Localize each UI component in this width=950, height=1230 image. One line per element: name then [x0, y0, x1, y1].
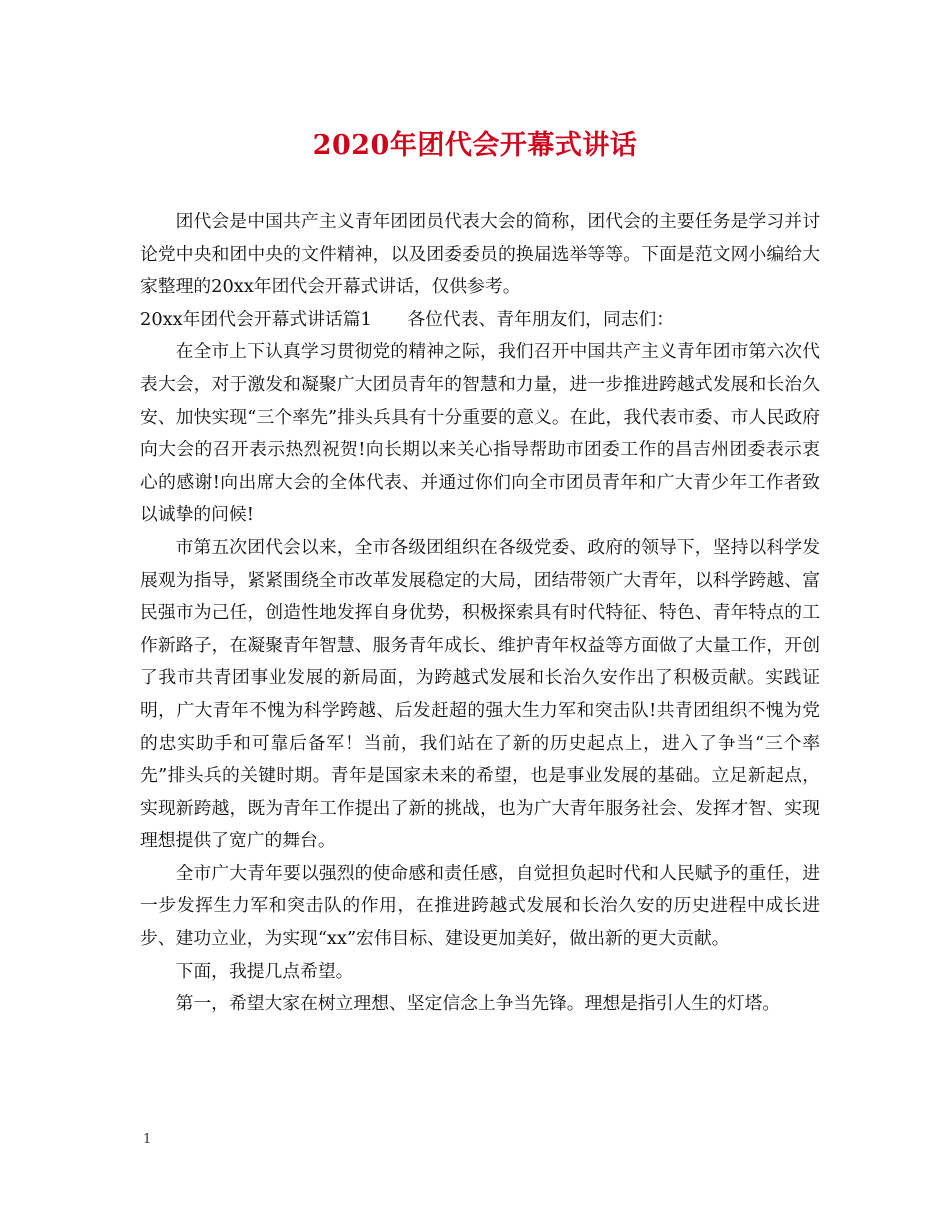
document-title: 2020年团代会开幕式讲话 [312, 130, 638, 161]
paragraph-call-to-action: 全市广大青年要以强烈的使命感和责任感，自觉担负起时代和人民赋予的重任，进一步发挥生力军和突击队的作用，在推进跨越式发展和长治久安的历史进程中成长进步、建功立业，为实现“xx”宏伟目标、建设更加美好，做出新的更大贡献。 [140, 862, 820, 950]
paragraph-intro: 团代会是中国共产主义青年团团员代表大会的简称，团代会的主要任务是学习并讨论党中央和团中央的文件精神，以及团委委员的换届选举等等。下面是范文网小编给大家整理的20xx年团代会开幕式讲话，仅供参考。 [140, 211, 820, 298]
page-number: 1 [143, 1132, 152, 1147]
paragraph-first-hope: 第一，希望大家在树立理想、坚定信念上争当先锋。理想是指引人生的灯塔。 [175, 993, 781, 1015]
paragraph-hopes-intro: 下面，我提几点希望。 [175, 960, 354, 982]
paragraph-section-heading: 20xx年团代会开幕式讲话篇1 各位代表、青年朋友们，同志们： [140, 308, 675, 330]
paragraph-achievements: 市第五次团代会以来，全市各级团组织在各级党委、政府的领导下，坚持以科学发展观为指导，紧紧围绕全市改革发展稳定的大局，团结带领广大青年，以科学跨越、富民强市为己任，创造性地发挥自身优势，积极探索具有时代特征、特色、青年特点的工作新路子，在凝聚青年智慧、服务青年成长、维护青年权益等方面做了大量工作，开创了我市共青团事业发展的新局面，为跨越式发展和长治久安作出了积极贡献。实践证明，广大青年不愧为科学跨越、后发赶超的强大生力军和突击队!共青团组织不愧为党的忠实助手和可靠后备军！当前，我们站在了新的历史起点上，进入了争当“三个率先”排头兵的关键时期。青年是国家未来的希望，也是事业发展的基础。立足新起点，实现新跨越，既为青年工作提出了新的挑战，也为广大青年服务社会、发挥才智、实现理想提供了宽广的舞台。 [140, 536, 820, 852]
paragraph-opening: 在全市上下认真学习贯彻党的精神之际，我们召开中国共产主义青年团市第六次代表大会，对于激发和凝聚广大团员青年的智慧和力量，进一步推进跨越式发展和长治久安、加快实现“三个率先”排头兵具有十分重要的意义。在此，我代表市委、市人民政府向大会的召开表示热烈祝贺!向长期以来关心指导帮助市团委工作的昌吉州团委表示衷心的感谢!向出席大会的全体代表、并通过你们向全市团员青年和广大青少年工作者致以诚挚的问候! [140, 341, 820, 526]
document-body [140, 206, 820, 1021]
